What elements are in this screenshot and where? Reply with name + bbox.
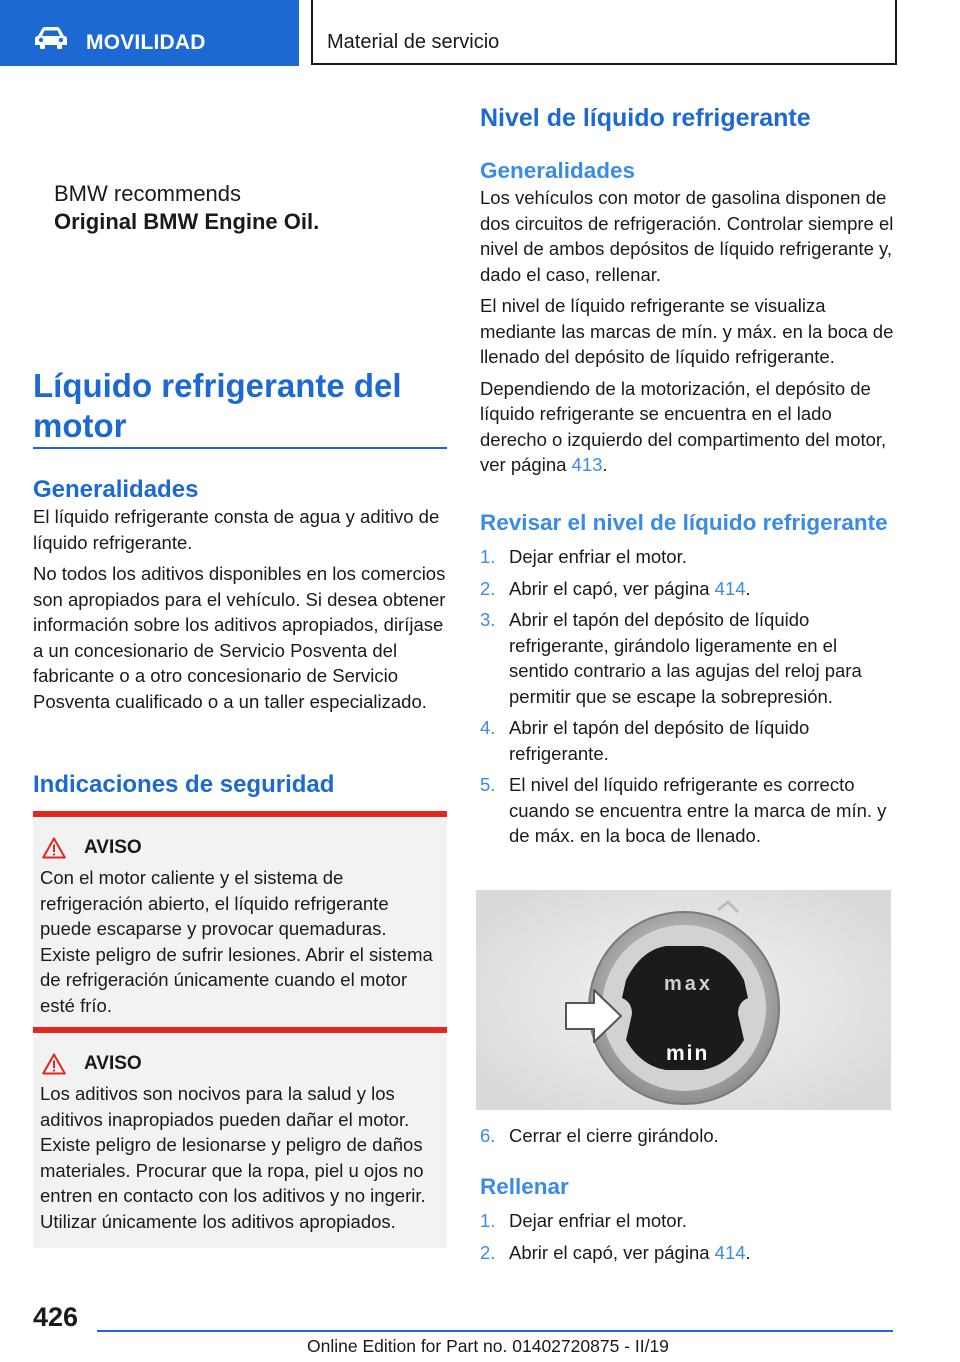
check-heading: Revisar el nivel de líquido refrigerante [480,510,888,535]
step-number: 1. [480,546,496,567]
right-paragraph-3 [480,376,896,478]
page-link-414[interactable]: 414 [714,1241,746,1263]
car-icon [34,26,68,50]
general-heading: Generalidades [33,476,199,503]
list-item [480,607,896,709]
list-item [480,715,896,766]
warning-label-1: AVISO [84,837,142,858]
left-general-section [33,475,447,720]
step-text [509,1208,687,1234]
step-text [509,576,751,602]
warning-label-2: AVISO [84,1053,142,1074]
step-text [509,607,896,709]
coolant-title: Líquido refrigerante del motor [33,367,402,444]
check-steps-list [480,544,896,849]
section-label: MOVILIDAD [86,31,206,54]
right-top-section [480,104,896,484]
step-text-body: Dejar enfriar el motor. [509,546,687,567]
max-mark: max [664,973,714,995]
warning-triangle-icon [42,1053,66,1075]
min-mark: min [666,1042,710,1065]
edition-note: Online Edition for Part no. 01402720875 - II/19 [307,1336,669,1356]
step-number: 5. [480,774,496,795]
step-text-body: Dejar enfriar el motor. [509,1210,687,1231]
title-divider [33,447,447,449]
step-text [509,1240,751,1266]
warning-box-2 [33,1027,447,1248]
page-link-414[interactable]: 414 [714,577,746,599]
left-title-block [33,366,447,446]
warning-text-1: Con el motor caliente y el sistema de refrigeración abierto, el líquido refrigerante puede escaparse y provocar quemaduras. Existe peligro de sufrir lesiones. Abrir el sistema de refrigeración únicamente cuando el motor esté frío. [40,867,433,1016]
step-text [509,715,896,766]
step-text-end: . [745,1241,751,1263]
list-item [480,1123,896,1149]
right-paragraph-3-end: . [602,454,608,475]
step-text-body: Abrir el capó, ver página [509,577,715,599]
right-paragraph-3-text: Dependiendo de la motorización, el depósito de líquido refrigerante se encuentra en el lado derecho o izquierdo del compartimento del motor, ver página [480,377,887,475]
warning-title-2 [40,1053,437,1075]
step-text [509,772,896,849]
chapter-header [311,0,897,65]
warning-triangle-icon [42,837,66,859]
warning-text-2: Los aditivos son nocivos para la salud y los aditivos inapropiados pueden dañar el motor. Existe peligro de lesionarse y peligro de daños materiales. Procurar que la ropa, piel u ojos no entren en contacto con los aditivos y no ingerir. Utilizar únicamente los aditivos apropiados. [40,1083,426,1232]
refill-section [480,1173,896,1271]
coolant-filler-illustration [476,890,891,1110]
general-paragraph-1: El líquido refrigerante consta de agua y aditivo de líquido refrigerante. [33,506,440,553]
step-text-body: Abrir el tapón del depósito de líquido refrigerante, girándolo ligeramente en el sentido contrario a las agujas del reloj para permitir que se escape la sobrepresión. [509,609,862,707]
list-item [480,544,896,570]
step-text-body: Abrir el tapón del depósito de líquido refrigerante. [509,717,810,764]
coolant-level-title: Nivel de líquido refrigerante [480,104,811,132]
chapter-label: Material de servicio [327,31,500,53]
footer-divider [97,1330,893,1332]
right-paragraph-2: El nivel de líquido refrigerante se visualiza mediante las marcas de mín. y máx. en la boca de llenado del depósito de líquido refrigerante. [480,295,894,367]
oil-banner [54,180,319,236]
step-text [509,544,687,570]
step-text-end: . [745,577,751,599]
step-number: 1. [480,1210,496,1231]
section-tab [0,0,299,66]
oil-banner-line1: BMW recommends [54,181,242,206]
page-link-413[interactable]: 413 [571,454,603,475]
step-number: 2. [480,1241,496,1263]
warning-box-1 [33,811,447,1032]
safety-heading: Indicaciones de seguridad [33,771,335,798]
step-number: 2. [480,577,496,599]
list-item [480,772,896,849]
page-number: 426 [33,1302,79,1332]
oil-banner-line2: Original BMW Engine Oil. [54,209,320,234]
step-6-block [480,1123,896,1155]
step-6-list [480,1123,896,1149]
check-section [480,509,896,855]
list-item [480,1240,896,1266]
refill-steps-list [480,1208,896,1265]
step-text-body: Abrir el capó, ver página [509,1241,715,1263]
list-item [480,1208,896,1234]
step-number: 4. [480,717,496,738]
step-text: Cerrar el cierre girándolo. [509,1125,719,1146]
step-number: 3. [480,609,496,630]
right-paragraph-1: Los vehículos con motor de gasolina disponen de dos circuitos de refrigeración. Controlar siempre el nivel de ambos depósitos de líquido refrigerante y, dado el caso, rellenar. [480,187,894,285]
step-text-body: El nivel del líquido refrigerante es correcto cuando se encuentra entre la marca de mín. y de máx. en la boca de llenado. [509,774,887,846]
general-paragraph-2: No todos los aditivos disponibles en los comercios son apropiados para el vehículo. Si desea obtener información sobre los aditivos apropiados, diríjase a un concesionario de Servicio Posventa del fabricante o a otro concesionario de Servicio Posventa cualificado o a un taller especializado. [33,563,446,712]
list-item [480,576,896,602]
safety-heading-block [33,770,447,799]
coolant-filler-photo [476,890,891,1110]
right-general-heading: Generalidades [480,158,636,183]
warning-title-1 [40,837,437,859]
refill-heading: Rellenar [480,1174,569,1199]
step-number: 6. [480,1125,496,1146]
